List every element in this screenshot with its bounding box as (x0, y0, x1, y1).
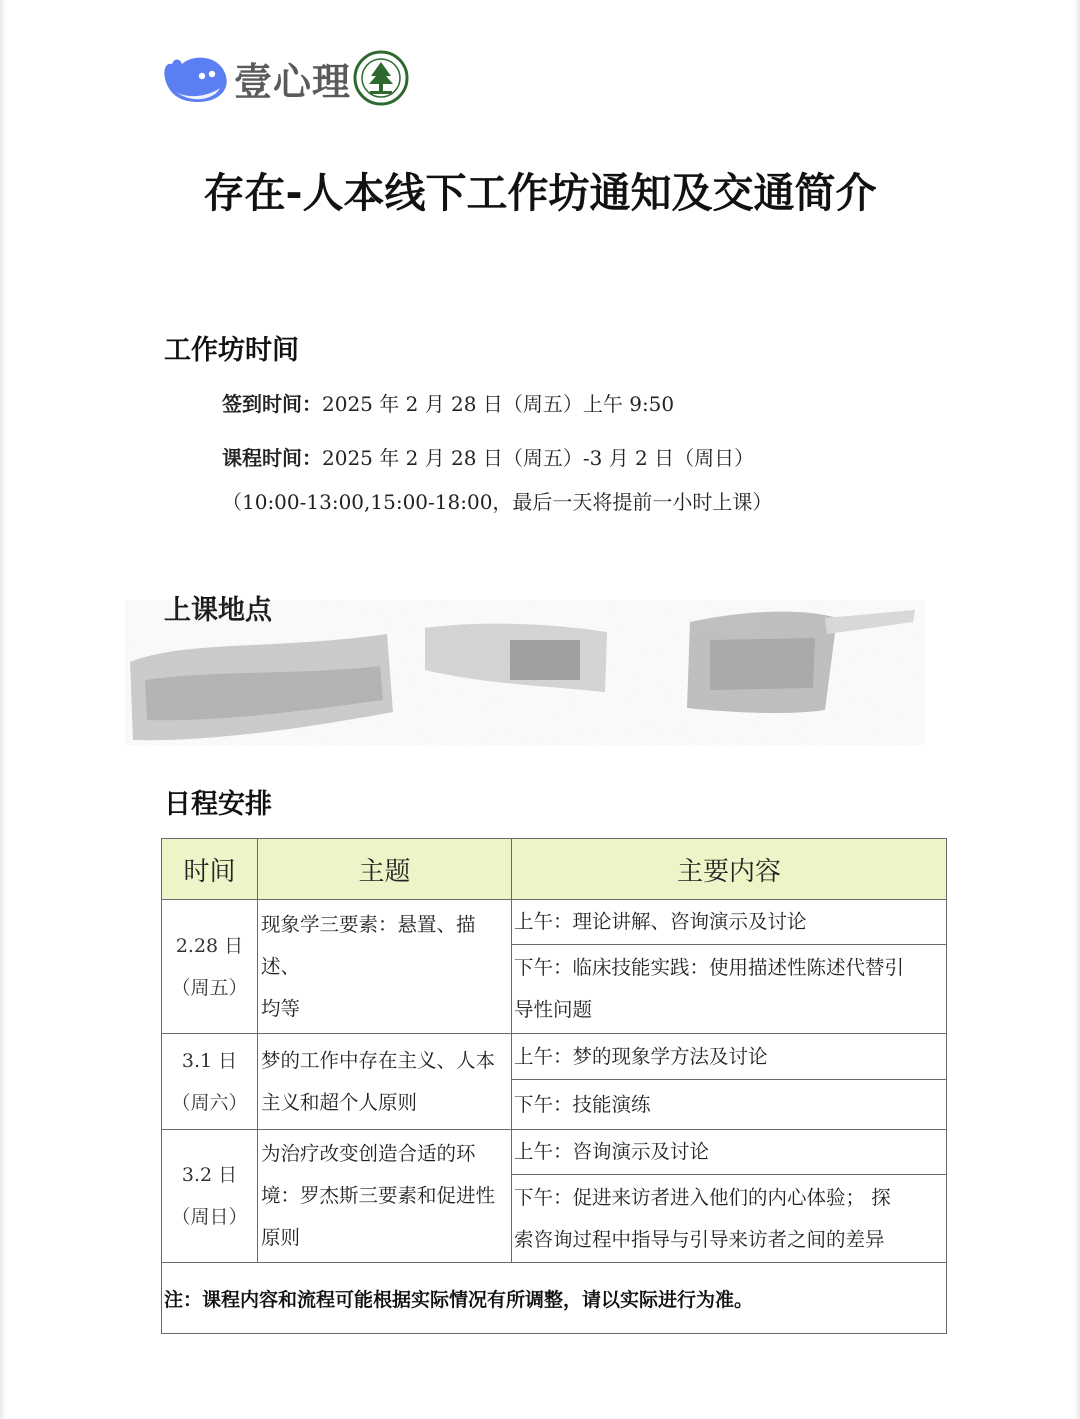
course-time-line (222, 442, 754, 471)
topic-line: 为治疗改变创造合适的环 (261, 1142, 476, 1165)
table-row (162, 900, 947, 945)
am-content: 上午：梦的现象学方法及讨论 (512, 1034, 947, 1080)
header-topic: 主题 (258, 839, 512, 900)
pm-line: 下午：临床技能实践：使用描述性陈述代替引 (514, 956, 905, 979)
pm-line: 导性问题 (514, 998, 593, 1021)
page-title: 存在-人本线下工作坊通知及交通简介 (203, 169, 877, 217)
table-row (162, 1034, 947, 1080)
schedule-note: 注：课程内容和流程可能根据实际情况有所调整，请以实际进行为准。 (162, 1263, 947, 1334)
am-content: 上午：咨询演示及讨论 (512, 1130, 947, 1175)
pm-line: 下午：技能演练 (514, 1092, 651, 1116)
checkin-time-value: 2025 年 2 月 28 日（周五）上午 9:50 (322, 392, 675, 416)
header-content: 主要内容 (512, 839, 947, 900)
redacted-address-scribble (125, 600, 925, 745)
workshop-time-heading: 工作坊时间 (164, 335, 299, 366)
schedule-heading: 日程安排 (164, 789, 272, 820)
date-cell (162, 1130, 258, 1263)
course-time-value: 2025 年 2 月 28 日（周五）-3 月 2 日（周日） (322, 446, 755, 470)
table-header-row (162, 839, 947, 900)
topic-line: 原则 (261, 1226, 301, 1249)
topic-line: 现象学三要素：悬置、描述、 (261, 912, 476, 978)
topic-line: 梦的工作中存在主义、人本 (261, 1048, 496, 1072)
topic-cell (258, 1034, 512, 1130)
topic-cell (258, 900, 512, 1034)
pm-content (512, 945, 947, 1034)
date: 3.2 日 (181, 1164, 238, 1186)
date-cell (162, 1034, 258, 1130)
weekday: （周六） (171, 1091, 248, 1114)
topic-line: 境：罗杰斯三要素和促进性 (261, 1184, 496, 1207)
pm-content (512, 1080, 947, 1130)
pm-line: 索咨询过程中指导与引导来访者之间的差异 (514, 1227, 885, 1251)
date: 3.1 日 (181, 1049, 238, 1072)
whale-logo-icon (162, 52, 230, 104)
note-row (162, 1263, 947, 1334)
table-row (162, 1130, 947, 1175)
course-time-note: （10:00-13:00,15:00-18:00，最后一天将提前一小时上课） (222, 490, 773, 514)
am-content: 上午：理论讲解、咨询演示及讨论 (512, 900, 947, 945)
course-time-label: 课程时间： (222, 446, 322, 470)
brand-logo (162, 50, 409, 106)
topic-line: 均等 (261, 996, 301, 1020)
topic-line: 主义和超个人原则 (261, 1090, 418, 1114)
brand-name: 壹心理 (234, 59, 352, 104)
pm-content (512, 1175, 947, 1263)
weekday: （周五） (171, 976, 248, 999)
date-cell (162, 900, 258, 1034)
topic-cell (258, 1130, 512, 1263)
university-seal-icon (353, 50, 409, 106)
checkin-time-label: 签到时间： (222, 392, 322, 416)
pm-line: 下午：促进来访者进入他们的内心体验； 探 (514, 1185, 891, 1209)
date: 2.28 日 (175, 934, 244, 957)
schedule-table (161, 838, 947, 1334)
header-time: 时间 (162, 839, 258, 900)
checkin-time-line (222, 388, 674, 417)
weekday: （周日） (171, 1206, 248, 1228)
